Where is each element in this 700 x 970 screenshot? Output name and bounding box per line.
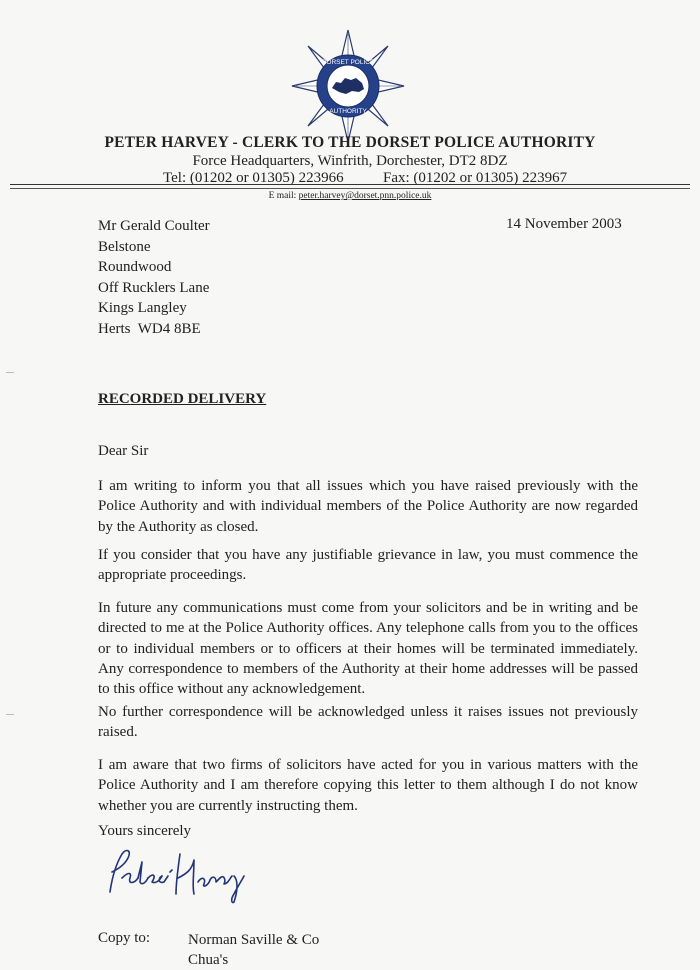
email-address-link[interactable]: peter.harvey@dorset.pnn.police.uk (298, 191, 432, 201)
letterhead-email-row (0, 191, 700, 201)
recipient-line: Herts WD4 8BE (98, 320, 201, 337)
recipient-line: Roundwood (98, 259, 172, 276)
letter-date: 14 November 2003 (506, 216, 622, 232)
letterhead-fax: Fax: (01202 or 01305) 223967 (383, 170, 568, 186)
recorded-delivery-heading: RECORDED DELIVERY (98, 391, 267, 407)
letterhead-title: PETER HARVEY - CLERK TO THE DORSET POLICE AUTHORITY (104, 134, 596, 151)
punch-mark (6, 714, 14, 715)
copy-to-label: Copy to: (98, 930, 151, 946)
copy-recipient: Chua's (188, 952, 229, 968)
salutation: Dear Sir (98, 443, 149, 459)
body-paragraph: No further correspondence will be acknowledged unless it raises issues not previously raised. (98, 704, 638, 741)
recipient-line: Kings Langley (98, 300, 187, 317)
copy-to-recipients (188, 930, 319, 970)
body-paragraph: I am aware that two firms of solicitors have acted for you in various matters with the Police Authority and I am therefore copying this letter to them although I do not know whether you are currently instructing them. (98, 757, 638, 814)
svg-text:DORSET POLICE: DORSET POLICE (321, 59, 375, 66)
letterhead-rule-secondary (10, 188, 690, 189)
letterhead-rule (10, 184, 690, 185)
body-paragraph: I am writing to inform you that all issues which you have raised previously with the Police Authority and with individual members of the Police Authority are now regarded by the Authority as closed. (98, 478, 638, 535)
police-crest-logo (288, 26, 408, 146)
body-paragraph: If you consider that you have any justifiable grievance in law, you must commence the appropriate proceedings. (98, 547, 638, 584)
recipient-line: Belstone (98, 238, 151, 255)
body-paragraph: In future any communications must come from your solicitors and be in writing and be directed to me at the Police Authority offices. Any telephone calls from you to the offices or to individual members or to officers at their homes will be terminated immediately. Any correspondence to members of the Authority at their home addresses will be passed to this office without any acknowledgement. (98, 600, 638, 698)
copy-recipient: Norman Saville & Co (188, 932, 320, 948)
letterhead-telephone: Tel: (01202 or 01305) 223966 (163, 170, 344, 186)
handwritten-signature (98, 842, 258, 906)
closing: Yours sincerely (98, 823, 192, 839)
recipient-address (98, 216, 210, 340)
recipient-line: Mr Gerald Coulter (98, 218, 210, 234)
letterhead-address: Force Headquarters, Winfrith, Dorchester, DT2 8DZ (192, 153, 508, 169)
svg-text:AUTHORITY: AUTHORITY (329, 108, 367, 115)
email-label: E mail: (268, 191, 297, 201)
recipient-line: Off Rucklers Lane (98, 279, 210, 296)
punch-mark (6, 372, 14, 373)
